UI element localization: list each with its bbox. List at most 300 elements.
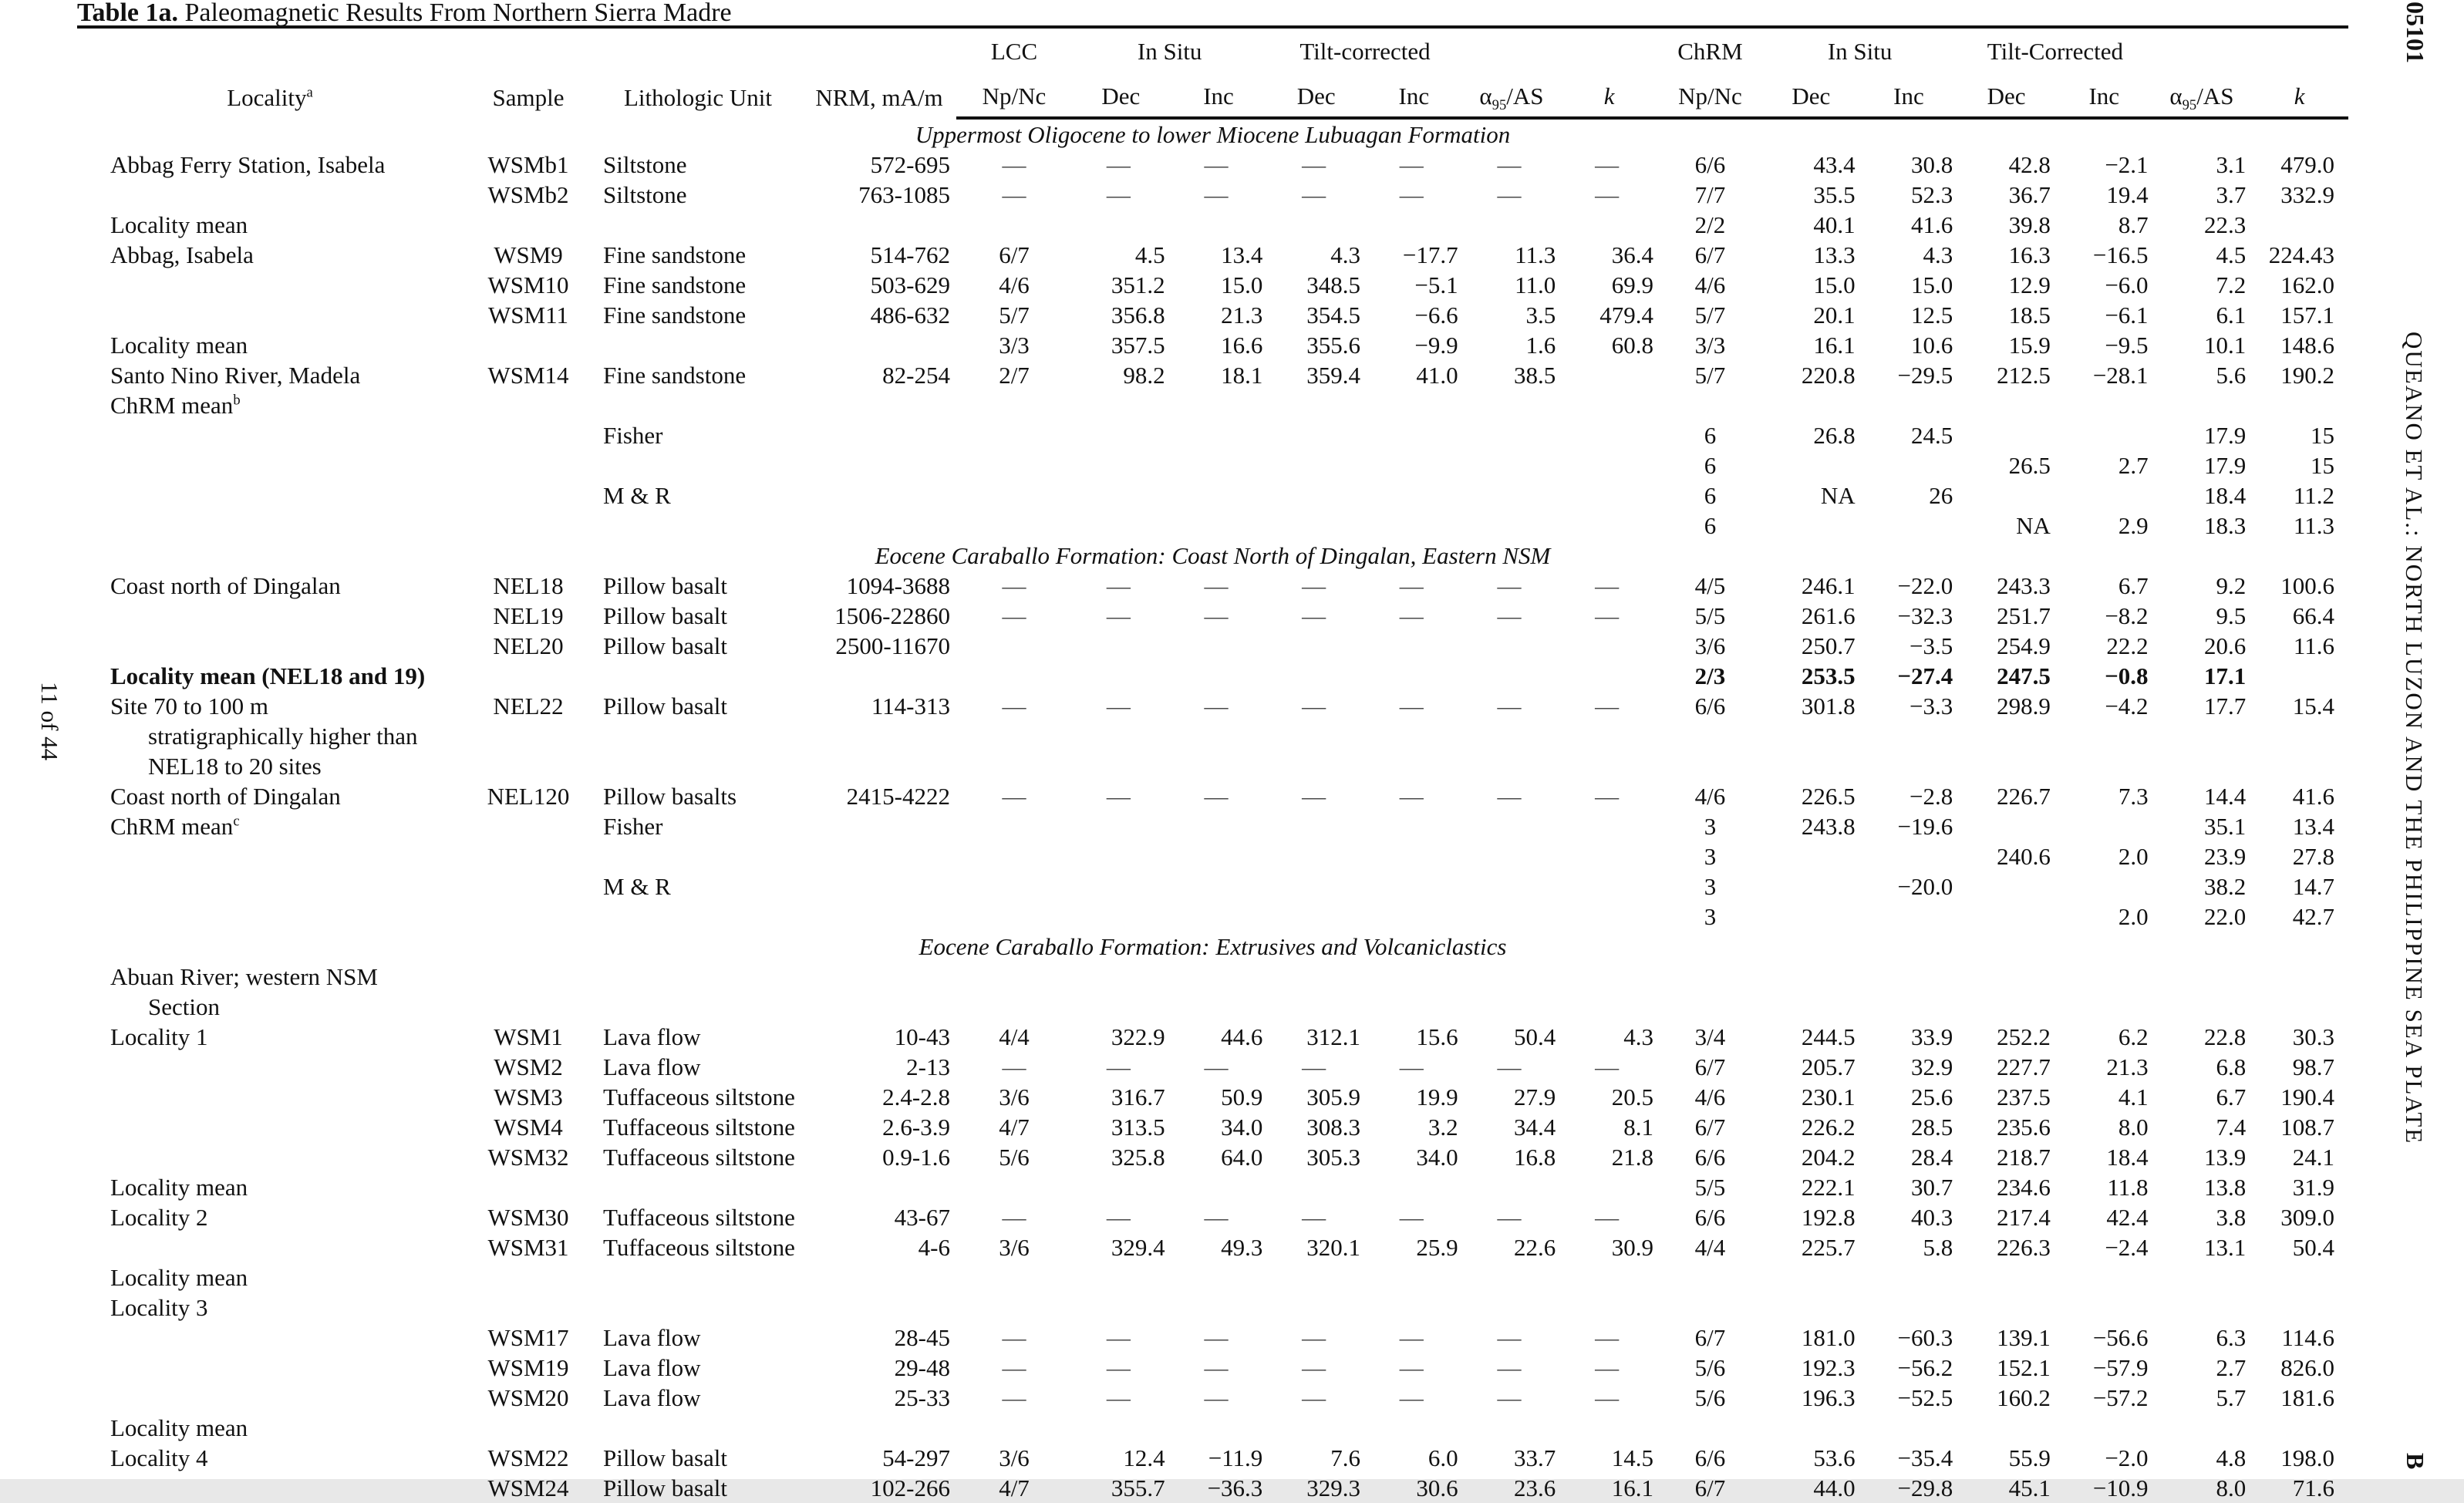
cell (2055, 962, 2153, 992)
cell (77, 1082, 463, 1112)
cell: 25.6 (1911, 1083, 1953, 1110)
cell: −57.9 (2092, 1354, 2149, 1381)
cell: ChRM mean$^c$ (110, 813, 240, 840)
cell: 6 (1704, 512, 1717, 539)
cell (1267, 420, 1365, 450)
table-row (77, 571, 2348, 601)
cell (802, 511, 956, 541)
cell: 2.0 (2118, 903, 2149, 930)
table-row (77, 1172, 2348, 1202)
cell: 4/5 (1694, 572, 1726, 599)
cell: Pillow basalt (603, 1474, 728, 1501)
cell: 247.5 (1997, 662, 2051, 689)
cell (1957, 901, 2055, 932)
cell: 11.3 (1515, 241, 1556, 268)
cell (1170, 450, 1268, 480)
cell (802, 390, 956, 420)
cell (1463, 450, 1561, 480)
cell: 17.7 (2203, 693, 2247, 719)
cell (1365, 420, 1463, 450)
cell (1365, 1292, 1463, 1323)
cell: 28-45 (894, 1324, 950, 1351)
cell (1267, 1262, 1365, 1292)
cell (1762, 992, 1860, 1022)
cell: — (1302, 151, 1326, 178)
cell (594, 841, 802, 871)
cell: — (1595, 1354, 1620, 1381)
cell: Site 70 to 100 m (110, 693, 268, 719)
table-row (77, 270, 2348, 300)
cell: Fine sandstone (603, 241, 747, 268)
column-header: k (1560, 72, 1658, 118)
cell: 305.3 (1306, 1144, 1360, 1171)
cell (1658, 721, 1762, 751)
cell (1860, 962, 1958, 992)
cell: 2/2 (1694, 211, 1726, 238)
cell: Fine sandstone (603, 362, 747, 389)
cell: 40.3 (1911, 1204, 1953, 1231)
cell (1463, 962, 1561, 992)
cell (1267, 871, 1365, 901)
cell: 22.6 (1514, 1234, 1556, 1261)
cell (1762, 390, 1860, 420)
cell: 8.0 (2118, 1114, 2149, 1141)
cell (1658, 390, 1762, 420)
cell (463, 330, 594, 360)
page-number: 11 of 44 (36, 682, 63, 761)
cell: — (1399, 1053, 1424, 1080)
cell: — (1595, 1384, 1620, 1411)
cell: 17.1 (2203, 662, 2247, 689)
column-header: Dec (1762, 72, 1860, 118)
cell: 50.4 (1514, 1023, 1556, 1050)
cell (1072, 420, 1170, 450)
cell: 14.4 (2203, 783, 2247, 810)
cell (1170, 1292, 1268, 1323)
cell: — (1106, 151, 1131, 178)
cell (1860, 1413, 1958, 1443)
cell: −56.2 (1897, 1354, 1953, 1381)
section-heading: Eocene Caraballo Formation: Extrusives and Volcaniclastics (919, 933, 1507, 960)
cell (1072, 1413, 1170, 1443)
cell (1957, 1292, 2055, 1323)
cell: 6.8 (2216, 1053, 2247, 1080)
cell (1658, 962, 1762, 992)
cell: −27.4 (1897, 662, 1953, 689)
cell: 42.4 (2106, 1204, 2149, 1231)
cell (1463, 841, 1561, 871)
cell (463, 511, 594, 541)
cell (1267, 751, 1365, 781)
cell: 250.7 (1801, 632, 1856, 659)
cell (1762, 450, 1860, 480)
cell: 305.9 (1306, 1083, 1360, 1110)
cell: 204.2 (1801, 1144, 1856, 1171)
cell (2250, 751, 2348, 781)
cell (594, 450, 802, 480)
cell: 6 (1704, 452, 1717, 479)
cell (1072, 1172, 1170, 1202)
cell (463, 721, 594, 751)
cell (77, 871, 463, 901)
cell: — (1497, 1204, 1522, 1231)
cell: 3.7 (2216, 181, 2247, 208)
cell: 28.4 (1911, 1144, 1953, 1171)
cell: 29-48 (894, 1354, 950, 1381)
cell: — (1595, 1204, 1620, 1231)
table-row (77, 330, 2348, 360)
cell: 20.1 (1813, 302, 1856, 329)
cell (1560, 992, 1658, 1022)
cell (1170, 962, 1268, 992)
cell: Pillow basalt (603, 693, 728, 719)
cell: — (1002, 693, 1026, 719)
cell: 5/6 (1694, 1384, 1726, 1411)
table-row (77, 180, 2348, 210)
cell (1762, 901, 1860, 932)
table-row (77, 1353, 2348, 1383)
cell (956, 210, 1072, 240)
cell (1267, 992, 1365, 1022)
cell: 251.7 (1997, 602, 2051, 629)
cell (463, 1292, 594, 1323)
cell: — (1399, 1324, 1424, 1351)
cell: — (1002, 1204, 1026, 1231)
cell: 253.5 (1801, 662, 1856, 689)
cell: — (1204, 572, 1229, 599)
cell: — (1204, 151, 1229, 178)
cell (2055, 871, 2153, 901)
cell (956, 871, 1072, 901)
cell: 13.3 (1813, 241, 1856, 268)
cell: 25.9 (1416, 1234, 1458, 1261)
cell (77, 901, 463, 932)
cell: 3/3 (999, 332, 1030, 359)
cell (1267, 210, 1365, 240)
cell (2153, 390, 2251, 420)
cell: 479.4 (1599, 302, 1653, 329)
cell (1072, 450, 1170, 480)
group-header-in-situ: In Situ (1827, 38, 1893, 65)
cell: NA (2016, 512, 2051, 539)
cell (463, 1413, 594, 1443)
cell: 4/7 (999, 1114, 1030, 1141)
cell: 226.7 (1997, 783, 2051, 810)
cell (1170, 480, 1268, 511)
cell: 4.1 (2118, 1083, 2149, 1110)
cell: 35.1 (2203, 813, 2247, 840)
table-row (77, 631, 2348, 661)
cell (2153, 1413, 2251, 1443)
table-row (77, 1052, 2348, 1082)
cell (1658, 1413, 1762, 1443)
group-header-in-situ: In Situ (1137, 38, 1202, 65)
cell: 6 (1704, 422, 1717, 449)
cell (1267, 480, 1365, 511)
table-row (77, 1202, 2348, 1232)
cell (1072, 661, 1170, 691)
cell (1365, 390, 1463, 420)
cell (1560, 721, 1658, 751)
table-row (77, 841, 2348, 871)
cell: 322.9 (1111, 1023, 1165, 1050)
cell: 44.0 (1813, 1474, 1856, 1501)
cell: 12.5 (1911, 302, 1953, 329)
cell: 6 (1704, 482, 1717, 509)
cell: 479.0 (2280, 151, 2334, 178)
cell: 15.0 (1813, 271, 1856, 298)
cell: 235.6 (1997, 1114, 2051, 1141)
cell: 22.3 (2203, 211, 2247, 238)
cell (463, 1262, 594, 1292)
column-header: Inc (1365, 72, 1463, 118)
cell: 36.7 (2008, 181, 2051, 208)
cell: NEL19 (493, 602, 564, 629)
cell: WSM24 (487, 1474, 569, 1501)
cell: Siltstone (603, 151, 687, 178)
spacer-header (2250, 27, 2348, 72)
cell (802, 1413, 956, 1443)
cell: −2.0 (2105, 1444, 2149, 1471)
cell (1560, 811, 1658, 841)
cell (1365, 631, 1463, 661)
table-row (77, 300, 2348, 330)
cell (594, 992, 802, 1022)
cell (1072, 841, 1170, 871)
cell (1762, 1413, 1860, 1443)
cell: 2.4-2.8 (882, 1083, 950, 1110)
cell (1463, 1413, 1561, 1443)
cell: 45.1 (2008, 1474, 2051, 1501)
cell (2153, 751, 2251, 781)
cell: 24.1 (2292, 1144, 2334, 1171)
cell (1267, 962, 1365, 992)
cell (1860, 751, 1958, 781)
cell: Locality 1 (110, 1023, 208, 1050)
cell (956, 721, 1072, 751)
cell: — (1106, 1053, 1131, 1080)
cell: Pillow basalt (603, 1444, 728, 1471)
cell (1463, 992, 1561, 1022)
cell: 21.3 (2106, 1053, 2149, 1080)
cell: −5.1 (1414, 271, 1458, 298)
table-row (77, 871, 2348, 901)
cell (956, 511, 1072, 541)
cell: Abbag Ferry Station, Isabela (110, 151, 386, 178)
cell: — (1595, 1324, 1620, 1351)
cell (1560, 1172, 1658, 1202)
cell (1463, 1292, 1561, 1323)
cell: 13.9 (2203, 1144, 2247, 1171)
section-heading-row (77, 541, 2348, 571)
cell: 17.9 (2203, 452, 2247, 479)
cell: 2.6-3.9 (882, 1114, 950, 1141)
cell: 181.0 (1801, 1324, 1856, 1351)
cell: 41.0 (1416, 362, 1458, 389)
cell: 32.9 (1911, 1053, 1953, 1080)
cell: 44.6 (1221, 1023, 1263, 1050)
cell: — (1204, 1384, 1229, 1411)
cell: 7/7 (1694, 181, 1726, 208)
cell (1658, 1262, 1762, 1292)
cell: −36.3 (1207, 1474, 1263, 1501)
cell (956, 751, 1072, 781)
cell: — (1595, 602, 1620, 629)
cell: 52.3 (1911, 181, 1953, 208)
cell: WSM3 (494, 1083, 563, 1110)
cell: 18.1 (1221, 362, 1263, 389)
cell (2250, 1262, 2348, 1292)
cell: 3/4 (1694, 1023, 1726, 1050)
cell (2250, 992, 2348, 1022)
cell: 218.7 (1997, 1144, 2051, 1171)
cell (1860, 511, 1958, 541)
cell: 2-13 (906, 1053, 950, 1080)
spacer-header (2153, 27, 2251, 72)
cell (1267, 811, 1365, 841)
cell: 1.6 (1525, 332, 1556, 359)
cell (594, 1413, 802, 1443)
cell: 190.4 (2280, 1083, 2334, 1110)
cell: M & R (603, 482, 671, 509)
cell: −32.3 (1897, 602, 1953, 629)
cell: 6.7 (2216, 1083, 2247, 1110)
cell (594, 661, 802, 691)
cell: 503-629 (870, 271, 950, 298)
cell (77, 270, 463, 300)
cell (463, 811, 594, 841)
cell: 4.5 (2216, 241, 2247, 268)
cell: — (1399, 1354, 1424, 1381)
cell: 8.1 (1623, 1114, 1653, 1141)
cell: 5.8 (1923, 1234, 1953, 1261)
cell (1762, 871, 1860, 901)
cell: — (1302, 602, 1326, 629)
cell (77, 480, 463, 511)
cell (1463, 631, 1561, 661)
cell: 55.9 (2008, 1444, 2051, 1471)
cell: Pillow basalt (603, 602, 728, 629)
cell: 5/7 (1694, 362, 1726, 389)
cell: 15 (2311, 452, 2334, 479)
cell (1072, 631, 1170, 661)
cell (2055, 420, 2153, 450)
cell: 60.8 (1611, 332, 1653, 359)
cell (2055, 751, 2153, 781)
cell: — (1106, 783, 1131, 810)
cell (956, 811, 1072, 841)
cell: 3/6 (999, 1083, 1030, 1110)
table-row (77, 1022, 2348, 1052)
cell: 222.1 (1801, 1174, 1856, 1201)
cell: 3 (1704, 873, 1717, 900)
cell: 7.3 (2118, 783, 2149, 810)
cell: Lava flow (603, 1384, 701, 1411)
cell: Locality mean (NEL18 and 19) (110, 662, 426, 689)
cell: 98.7 (2292, 1053, 2334, 1080)
cell: — (1595, 572, 1620, 599)
cell: — (1106, 1204, 1131, 1231)
cell: NA (1820, 482, 1856, 509)
cell: 226.2 (1801, 1114, 1856, 1141)
cell: — (1302, 1354, 1326, 1381)
cell (1170, 1172, 1268, 1202)
cell: 23.6 (1514, 1474, 1556, 1501)
cell: 6/6 (1694, 693, 1726, 719)
cell: 6/7 (1694, 1053, 1726, 1080)
cell: Tuffaceous siltstone (603, 1234, 795, 1261)
cell (1365, 210, 1463, 240)
cell (1365, 480, 1463, 511)
cell: 2/3 (1694, 662, 1726, 689)
cell (77, 1323, 463, 1353)
cell: −3.5 (1910, 632, 1953, 659)
table-row (77, 420, 2348, 450)
cell (1365, 1262, 1463, 1292)
cell (1267, 901, 1365, 932)
cell (1560, 420, 1658, 450)
cell (1463, 721, 1561, 751)
cell: −10.9 (2092, 1474, 2149, 1501)
cell: 243.3 (1997, 572, 2051, 599)
cell: — (1302, 1053, 1326, 1080)
table-title (77, 0, 732, 28)
cell (1267, 631, 1365, 661)
cell (1957, 480, 2055, 511)
cell: — (1204, 1204, 1229, 1231)
cell (1957, 871, 2055, 901)
cell: — (1595, 151, 1620, 178)
cell: 15.0 (1911, 271, 1953, 298)
cell (1463, 871, 1561, 901)
cell: 4/4 (1694, 1234, 1726, 1261)
cell: 192.3 (1801, 1354, 1856, 1381)
cell: WSM22 (487, 1444, 569, 1471)
cell (1072, 962, 1170, 992)
cell: 325.8 (1111, 1144, 1165, 1171)
cell: 160.2 (1997, 1384, 2051, 1411)
cell: 35.5 (1813, 181, 1856, 208)
cell: 39.8 (2008, 211, 2051, 238)
cell (956, 420, 1072, 450)
cell: 4/6 (1694, 1083, 1726, 1110)
cell: 2415-4222 (846, 783, 950, 810)
cell: 49.3 (1221, 1234, 1263, 1261)
cell: WSM2 (494, 1053, 563, 1080)
cell: 23.9 (2203, 843, 2247, 870)
cell (1560, 751, 1658, 781)
cell (1957, 962, 2055, 992)
cell: 19.4 (2106, 181, 2149, 208)
cell (77, 601, 463, 631)
cell: 53.6 (1813, 1444, 1856, 1471)
cell: −3.3 (1910, 693, 1953, 719)
cell: 7.2 (2216, 271, 2247, 298)
cell: 11.6 (2293, 632, 2334, 659)
cell: 15.0 (1221, 271, 1263, 298)
cell (77, 180, 463, 210)
cell: — (1106, 572, 1131, 599)
cell: — (1002, 1354, 1026, 1381)
cell: 41.6 (1911, 211, 1953, 238)
cell (1560, 390, 1658, 420)
cell: Lava flow (603, 1354, 701, 1381)
cell: 30.3 (2292, 1023, 2334, 1050)
cell: Abuan River; western NSM (110, 963, 378, 990)
cell (1860, 992, 1958, 1022)
cell: Locality 4 (110, 1444, 208, 1471)
cell: 102-266 (870, 1474, 950, 1501)
